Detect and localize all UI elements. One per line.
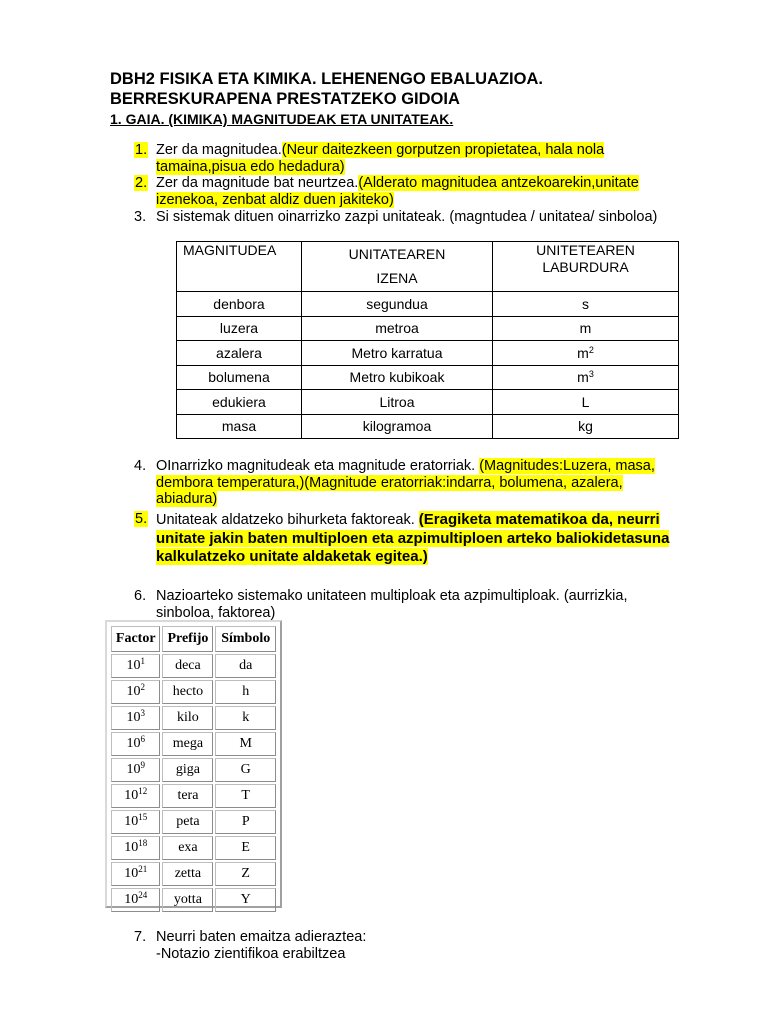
header-unitatearen-izena <box>302 242 493 292</box>
header-magnitudea: MAGNITUDEA <box>177 242 302 292</box>
factor-cell: $10^{12}$ <box>111 784 160 808</box>
table-row <box>111 680 276 704</box>
unit-name-cell: segundua <box>302 292 493 317</box>
symbol-cell: h <box>215 680 276 704</box>
table-header-row <box>177 242 679 292</box>
exponent: 12 <box>138 786 148 796</box>
symbol-cell: P <box>215 810 276 834</box>
magnitude-cell: luzera <box>177 316 302 341</box>
item-number: 7. <box>134 929 147 945</box>
factor-cell: $10^{24}$ <box>111 888 160 912</box>
factor-cell: $10^6$ <box>111 732 160 756</box>
symbol-cell: T <box>215 784 276 808</box>
prefix-cell: zetta <box>162 862 213 886</box>
item-subpoint: -Notazio zientifikoa erabiltzea <box>156 945 346 962</box>
exponent: 2 <box>588 344 594 355</box>
prefix-cell: deca <box>162 654 213 678</box>
table-row <box>177 414 679 439</box>
prefix-cell: giga <box>162 758 213 782</box>
item-question: Nazioarteko sistemako unitateen multiploak eta azpimultiploak. (aurrizkia, sinboloa, faktorea) <box>156 588 628 621</box>
item-answer: (Magnitudes:Luzera, masa, dembora temperatura,)(Magnitude eratorriak:indarra, bolumena, azalera, abiadura) <box>156 458 655 507</box>
factor-cell: $10^{21}$ <box>111 862 160 886</box>
si-prefix-table-frame <box>105 620 282 908</box>
item-question: OInarrizko magnitudeak eta magnitude eratorriak. <box>156 458 480 474</box>
table-row <box>177 365 679 390</box>
unit-abbr-cell: m <box>493 316 679 341</box>
factor-cell: $10^{18}$ <box>111 836 160 860</box>
exponent: 3 <box>588 369 594 380</box>
document-title-line-1: DBH2 FISIKA ETA KIMIKA. LEHENENGO EBALUAZIOA. <box>110 70 543 88</box>
item-question: Neurri baten emaitza adieraztea: <box>156 929 367 945</box>
symbol-cell: Z <box>215 862 276 886</box>
exponent: 18 <box>138 838 148 848</box>
table-row <box>111 784 276 808</box>
table-row <box>177 390 679 415</box>
symbol-cell: k <box>215 706 276 730</box>
table-row <box>111 836 276 860</box>
magnitude-cell: bolumena <box>177 365 302 390</box>
prefix-cell: peta <box>162 810 213 834</box>
header-prefijo: Prefijo <box>162 626 213 652</box>
item-number: 4. <box>134 458 147 474</box>
symbol-cell: G <box>215 758 276 782</box>
exponent: 21 <box>138 864 148 874</box>
prefix-cell: kilo <box>162 706 213 730</box>
item-question: Si sistemak dituen oinarrizko zazpi unitateak. (magntudea / unitatea/ sinboloa) <box>156 209 658 225</box>
table-row <box>111 810 276 834</box>
header-laburdura: UNITETEAREN LABURDURA <box>493 242 679 292</box>
exponent: 24 <box>138 890 148 900</box>
table-row <box>111 654 276 678</box>
item-number: 5. <box>135 511 148 527</box>
table-row <box>111 758 276 782</box>
symbol-cell: da <box>215 654 276 678</box>
table-header-row <box>111 626 276 652</box>
factor-cell: $10^1$ <box>111 654 160 678</box>
table-row <box>111 732 276 756</box>
prefix-cell: hecto <box>162 680 213 704</box>
symbol-cell: M <box>215 732 276 756</box>
prefix-cell: yotta <box>162 888 213 912</box>
si-units-table <box>176 241 679 439</box>
table-row <box>111 706 276 730</box>
unit-name-cell: kilogramoa <box>302 414 493 439</box>
symbol-cell: Y <box>215 888 276 912</box>
prefix-cell: mega <box>162 732 213 756</box>
factor-cell: $10^2$ <box>111 680 160 704</box>
item-question: Unitateak aldatzeko bihurketa faktoreak. <box>156 512 419 528</box>
unit-abbr-cell: s <box>493 292 679 317</box>
factor-cell: $10^9$ <box>111 758 160 782</box>
si-prefix-table <box>109 624 278 914</box>
unit-name-cell: Metro karratua <box>302 341 493 366</box>
item-question: Zer da magnitudea. <box>156 142 282 158</box>
factor-cell: $10^3$ <box>111 706 160 730</box>
exponent: 6 <box>140 734 145 744</box>
exponent: 1 <box>140 656 145 666</box>
unit-abbr-cell: $m^2$ <box>493 341 679 366</box>
document-title-line-2: BERRESKURAPENA PRESTATZEKO GIDOIA <box>110 90 460 108</box>
unit-abbr-cell: $m^3$ <box>493 365 679 390</box>
table-row <box>177 341 679 366</box>
table-row <box>111 888 276 912</box>
section-heading: 1. GAIA. (KIMIKA) MAGNITUDEAK ETA UNITATEAK. <box>110 111 454 127</box>
item-number: 1. <box>135 142 148 158</box>
unit-name-cell: metroa <box>302 316 493 341</box>
item-number: 6. <box>134 588 147 604</box>
unit-name-cell: Litroa <box>302 390 493 415</box>
item-number: 3. <box>134 209 147 225</box>
exponent: 2 <box>140 682 145 692</box>
header-izena: IZENA <box>376 270 418 286</box>
unit-abbr-cell: kg <box>493 414 679 439</box>
unit-name-cell: Metro kubikoak <box>302 365 493 390</box>
header-factor: Factor <box>111 626 160 652</box>
magnitude-cell: edukiera <box>177 390 302 415</box>
item-answer: (Neur daitezkeen gorputzen propietatea, hala nola tamaina,pisua edo hedadura) <box>156 142 605 175</box>
item-answer: (Alderato magnitudea antzekoarekin,unitate izenekoa, zenbat aldiz duen jakiteko) <box>156 175 639 208</box>
prefix-cell: tera <box>162 784 213 808</box>
magnitude-cell: denbora <box>177 292 302 317</box>
exponent: 3 <box>140 708 145 718</box>
exponent: 15 <box>138 812 148 822</box>
item-question: Zer da magnitude bat neurtzea. <box>156 175 359 191</box>
magnitude-cell: azalera <box>177 341 302 366</box>
table-row <box>177 316 679 341</box>
item-number: 2. <box>135 175 148 191</box>
item-answer: (Eragiketa matematikoa da, neurri unitate jakin baten multiploen eta azpimultiploen arteko baliokidetasuna kalkulatzeko unitate aldaketak egitea.) <box>156 511 670 565</box>
symbol-cell: E <box>215 836 276 860</box>
unit-abbr-cell: L <box>493 390 679 415</box>
header-unitatearen: UNITATEAREN <box>348 246 446 262</box>
table-row <box>177 292 679 317</box>
header-simbolo: Símbolo <box>215 626 276 652</box>
table-row <box>111 862 276 886</box>
prefix-cell: exa <box>162 836 213 860</box>
magnitude-cell: masa <box>177 414 302 439</box>
exponent: 9 <box>140 760 145 770</box>
factor-cell: $10^{15}$ <box>111 810 160 834</box>
